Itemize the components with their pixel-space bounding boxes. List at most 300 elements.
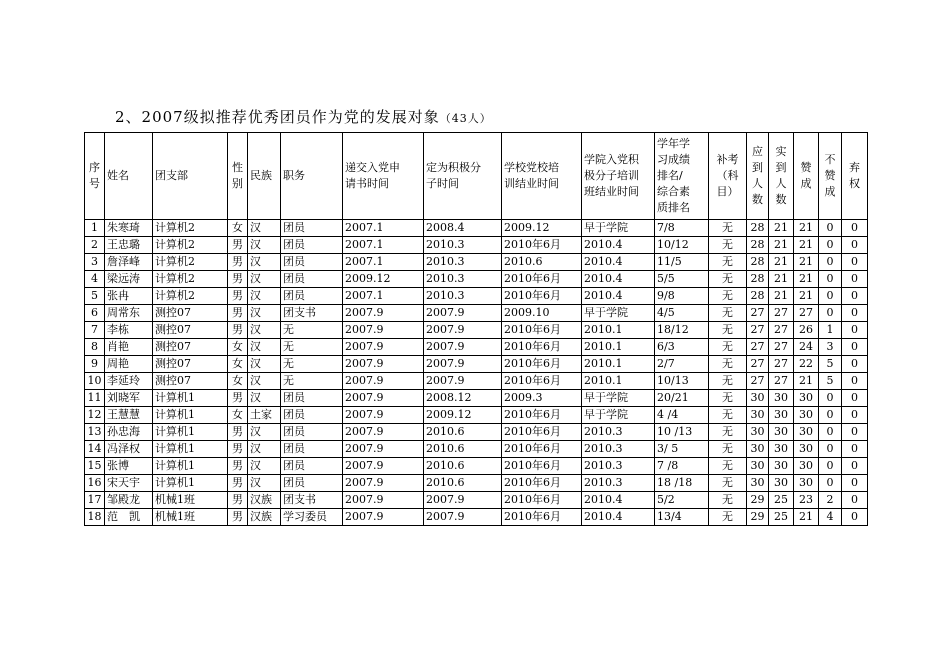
cell-abstain: 0 bbox=[842, 356, 868, 373]
cell-abstain: 0 bbox=[842, 373, 868, 390]
cell-makeup-exam: 无 bbox=[709, 305, 747, 322]
cell-abstain: 0 bbox=[842, 407, 868, 424]
cell-ethnicity: 汉 bbox=[248, 254, 281, 271]
cell-gender: 男 bbox=[228, 458, 248, 475]
cell-position: 团员 bbox=[281, 407, 343, 424]
cell-votes-against: 0 bbox=[819, 424, 842, 441]
cell-ranking: 4 /4 bbox=[655, 407, 709, 424]
cell-position: 无 bbox=[281, 373, 343, 390]
cell-ethnicity: 汉 bbox=[248, 441, 281, 458]
cell-gender: 男 bbox=[228, 288, 248, 305]
cell-activist-date: 2007.9 bbox=[424, 373, 502, 390]
cell-makeup-exam: 无 bbox=[709, 288, 747, 305]
cell-gender: 男 bbox=[228, 475, 248, 492]
cell-makeup-exam: 无 bbox=[709, 441, 747, 458]
cell-gender: 女 bbox=[228, 220, 248, 237]
cell-votes-for: 30 bbox=[794, 390, 819, 407]
cell-branch: 计算机1 bbox=[153, 407, 228, 424]
cell-votes-for: 21 bbox=[794, 271, 819, 288]
cell-votes-for: 30 bbox=[794, 441, 819, 458]
header-gender: 性 别 bbox=[228, 133, 248, 220]
cell-activist-date: 2007.9 bbox=[424, 356, 502, 373]
cell-actual-attendance: 30 bbox=[769, 475, 794, 492]
cell-college-training-date: 2010.4 bbox=[582, 254, 655, 271]
table-row bbox=[85, 407, 868, 424]
cell-school-training-date: 2010年6月 bbox=[502, 237, 582, 254]
cell-makeup-exam: 无 bbox=[709, 339, 747, 356]
cell-actual-attendance: 30 bbox=[769, 441, 794, 458]
cell-ethnicity: 汉 bbox=[248, 220, 281, 237]
cell-branch: 计算机2 bbox=[153, 288, 228, 305]
header-actual-attendance: 实 到 人 数 bbox=[769, 133, 794, 220]
cell-makeup-exam: 无 bbox=[709, 475, 747, 492]
cell-name: 王慧慧 bbox=[105, 407, 153, 424]
cell-makeup-exam: 无 bbox=[709, 271, 747, 288]
cell-college-training-date: 早于学院 bbox=[582, 407, 655, 424]
cell-votes-against: 3 bbox=[819, 339, 842, 356]
header-ethnicity: 民族 bbox=[248, 133, 281, 220]
cell-application-date: 2007.9 bbox=[343, 492, 424, 509]
cell-votes-against: 0 bbox=[819, 407, 842, 424]
cell-activist-date: 2007.9 bbox=[424, 509, 502, 526]
cell-position: 团员 bbox=[281, 475, 343, 492]
cell-abstain: 0 bbox=[842, 237, 868, 254]
cell-votes-for: 21 bbox=[794, 509, 819, 526]
cell-abstain: 0 bbox=[842, 441, 868, 458]
table-row bbox=[85, 254, 868, 271]
cell-votes-for: 30 bbox=[794, 407, 819, 424]
cell-votes-for: 21 bbox=[794, 254, 819, 271]
cell-actual-attendance: 27 bbox=[769, 373, 794, 390]
cell-gender: 女 bbox=[228, 407, 248, 424]
cell-activist-date: 2010.6 bbox=[424, 424, 502, 441]
table-row bbox=[85, 441, 868, 458]
cell-application-date: 2007.9 bbox=[343, 458, 424, 475]
cell-expected-attendance: 27 bbox=[747, 356, 769, 373]
cell-college-training-date: 2010.4 bbox=[582, 288, 655, 305]
cell-activist-date: 2010.3 bbox=[424, 288, 502, 305]
cell-name: 张冉 bbox=[105, 288, 153, 305]
cell-college-training-date: 早于学院 bbox=[582, 390, 655, 407]
cell-votes-against: 2 bbox=[819, 492, 842, 509]
cell-votes-against: 0 bbox=[819, 237, 842, 254]
cell-college-training-date: 2010.3 bbox=[582, 475, 655, 492]
table-row bbox=[85, 220, 868, 237]
cell-application-date: 2007.9 bbox=[343, 390, 424, 407]
cell-branch: 计算机2 bbox=[153, 254, 228, 271]
cell-gender: 男 bbox=[228, 390, 248, 407]
cell-position: 无 bbox=[281, 356, 343, 373]
cell-gender: 女 bbox=[228, 356, 248, 373]
cell-ethnicity: 汉 bbox=[248, 424, 281, 441]
cell-votes-for: 30 bbox=[794, 458, 819, 475]
member-count-note: （43人） bbox=[439, 112, 492, 125]
cell-index: 5 bbox=[85, 288, 105, 305]
cell-name: 范 凯 bbox=[105, 509, 153, 526]
cell-gender: 男 bbox=[228, 424, 248, 441]
cell-index: 15 bbox=[85, 458, 105, 475]
cell-actual-attendance: 21 bbox=[769, 220, 794, 237]
cell-actual-attendance: 27 bbox=[769, 339, 794, 356]
cell-position: 团员 bbox=[281, 254, 343, 271]
table-row bbox=[85, 237, 868, 254]
cell-position: 团支书 bbox=[281, 305, 343, 322]
cell-activist-date: 2010.6 bbox=[424, 458, 502, 475]
cell-expected-attendance: 28 bbox=[747, 237, 769, 254]
cell-college-training-date: 早于学院 bbox=[582, 305, 655, 322]
cell-application-date: 2007.9 bbox=[343, 475, 424, 492]
cell-votes-for: 30 bbox=[794, 424, 819, 441]
cell-votes-for: 21 bbox=[794, 237, 819, 254]
cell-gender: 男 bbox=[228, 305, 248, 322]
cell-expected-attendance: 30 bbox=[747, 441, 769, 458]
cell-index: 11 bbox=[85, 390, 105, 407]
cell-activist-date: 2007.9 bbox=[424, 339, 502, 356]
cell-gender: 男 bbox=[228, 509, 248, 526]
header-makeup-exam: 补考 （科 目） bbox=[709, 133, 747, 220]
cell-expected-attendance: 30 bbox=[747, 407, 769, 424]
cell-application-date: 2007.9 bbox=[343, 322, 424, 339]
cell-votes-against: 0 bbox=[819, 441, 842, 458]
cell-branch: 计算机2 bbox=[153, 271, 228, 288]
cell-position: 团员 bbox=[281, 288, 343, 305]
table-row bbox=[85, 509, 868, 526]
cell-college-training-date: 2010.3 bbox=[582, 424, 655, 441]
cell-college-training-date: 早于学院 bbox=[582, 220, 655, 237]
cell-application-date: 2007.9 bbox=[343, 356, 424, 373]
cell-votes-against: 0 bbox=[819, 271, 842, 288]
cell-votes-against: 5 bbox=[819, 356, 842, 373]
cell-branch: 测控07 bbox=[153, 373, 228, 390]
cell-expected-attendance: 28 bbox=[747, 220, 769, 237]
cell-name: 冯泽权 bbox=[105, 441, 153, 458]
cell-index: 17 bbox=[85, 492, 105, 509]
cell-school-training-date: 2010.6 bbox=[502, 254, 582, 271]
cell-votes-for: 23 bbox=[794, 492, 819, 509]
cell-college-training-date: 2010.3 bbox=[582, 441, 655, 458]
cell-branch: 测控07 bbox=[153, 322, 228, 339]
cell-ranking: 4/5 bbox=[655, 305, 709, 322]
cell-ranking: 6/3 bbox=[655, 339, 709, 356]
cell-votes-for: 22 bbox=[794, 356, 819, 373]
table-row bbox=[85, 458, 868, 475]
cell-expected-attendance: 27 bbox=[747, 339, 769, 356]
cell-college-training-date: 2010.1 bbox=[582, 339, 655, 356]
cell-branch: 计算机1 bbox=[153, 390, 228, 407]
candidate-table bbox=[84, 132, 868, 526]
cell-ethnicity: 汉 bbox=[248, 322, 281, 339]
cell-branch: 测控07 bbox=[153, 305, 228, 322]
cell-actual-attendance: 21 bbox=[769, 237, 794, 254]
cell-ethnicity: 汉 bbox=[248, 339, 281, 356]
cell-votes-for: 30 bbox=[794, 475, 819, 492]
cell-abstain: 0 bbox=[842, 305, 868, 322]
header-position: 职务 bbox=[281, 133, 343, 220]
cell-branch: 计算机1 bbox=[153, 458, 228, 475]
cell-branch: 计算机2 bbox=[153, 237, 228, 254]
header-votes-for: 赞 成 bbox=[794, 133, 819, 220]
cell-position: 团员 bbox=[281, 390, 343, 407]
cell-expected-attendance: 29 bbox=[747, 509, 769, 526]
table-row bbox=[85, 492, 868, 509]
cell-expected-attendance: 30 bbox=[747, 424, 769, 441]
cell-application-date: 2007.9 bbox=[343, 441, 424, 458]
cell-school-training-date: 2009.10 bbox=[502, 305, 582, 322]
cell-expected-attendance: 30 bbox=[747, 390, 769, 407]
cell-ranking: 20/21 bbox=[655, 390, 709, 407]
cell-school-training-date: 2009.12 bbox=[502, 220, 582, 237]
cell-school-training-date: 2010年6月 bbox=[502, 339, 582, 356]
cell-actual-attendance: 27 bbox=[769, 305, 794, 322]
table-row bbox=[85, 339, 868, 356]
table-row bbox=[85, 373, 868, 390]
cell-index: 7 bbox=[85, 322, 105, 339]
cell-ethnicity: 汉 bbox=[248, 475, 281, 492]
cell-expected-attendance: 27 bbox=[747, 322, 769, 339]
cell-college-training-date: 2010.1 bbox=[582, 356, 655, 373]
cell-activist-date: 2008.12 bbox=[424, 390, 502, 407]
cell-votes-against: 0 bbox=[819, 305, 842, 322]
cell-school-training-date: 2009.3 bbox=[502, 390, 582, 407]
cell-abstain: 0 bbox=[842, 288, 868, 305]
cell-expected-attendance: 27 bbox=[747, 373, 769, 390]
cell-abstain: 0 bbox=[842, 475, 868, 492]
cell-college-training-date: 2010.4 bbox=[582, 492, 655, 509]
cell-name: 李栋 bbox=[105, 322, 153, 339]
cell-ethnicity: 汉 bbox=[248, 373, 281, 390]
cell-branch: 机械1班 bbox=[153, 509, 228, 526]
cell-actual-attendance: 25 bbox=[769, 492, 794, 509]
cell-activist-date: 2007.9 bbox=[424, 322, 502, 339]
cell-application-date: 2007.9 bbox=[343, 509, 424, 526]
cell-name: 周艳 bbox=[105, 356, 153, 373]
header-activist-date: 定为积极分 子时间 bbox=[424, 133, 502, 220]
table-row bbox=[85, 288, 868, 305]
cell-index: 3 bbox=[85, 254, 105, 271]
cell-abstain: 0 bbox=[842, 509, 868, 526]
cell-actual-attendance: 30 bbox=[769, 407, 794, 424]
cell-school-training-date: 2010年6月 bbox=[502, 441, 582, 458]
cell-votes-against: 0 bbox=[819, 288, 842, 305]
cell-name: 张博 bbox=[105, 458, 153, 475]
header-college-training-date: 学院入党积 极分子培训 班结业时间 bbox=[582, 133, 655, 220]
table-row bbox=[85, 390, 868, 407]
cell-ranking: 18 /18 bbox=[655, 475, 709, 492]
cell-ethnicity: 土家 bbox=[248, 407, 281, 424]
cell-abstain: 0 bbox=[842, 424, 868, 441]
cell-votes-against: 0 bbox=[819, 475, 842, 492]
cell-name: 梁远涛 bbox=[105, 271, 153, 288]
cell-makeup-exam: 无 bbox=[709, 373, 747, 390]
cell-ranking: 10/12 bbox=[655, 237, 709, 254]
cell-votes-against: 0 bbox=[819, 390, 842, 407]
table-row bbox=[85, 475, 868, 492]
cell-index: 14 bbox=[85, 441, 105, 458]
cell-makeup-exam: 无 bbox=[709, 237, 747, 254]
cell-school-training-date: 2010年6月 bbox=[502, 492, 582, 509]
cell-actual-attendance: 21 bbox=[769, 288, 794, 305]
cell-school-training-date: 2010年6月 bbox=[502, 373, 582, 390]
cell-gender: 男 bbox=[228, 492, 248, 509]
cell-expected-attendance: 28 bbox=[747, 254, 769, 271]
cell-ranking: 7/8 bbox=[655, 220, 709, 237]
cell-votes-against: 0 bbox=[819, 458, 842, 475]
cell-application-date: 2007.1 bbox=[343, 237, 424, 254]
cell-application-date: 2007.9 bbox=[343, 373, 424, 390]
cell-makeup-exam: 无 bbox=[709, 356, 747, 373]
cell-actual-attendance: 27 bbox=[769, 322, 794, 339]
cell-name: 周常东 bbox=[105, 305, 153, 322]
cell-position: 团员 bbox=[281, 424, 343, 441]
cell-activist-date: 2009.12 bbox=[424, 407, 502, 424]
cell-branch: 计算机1 bbox=[153, 424, 228, 441]
header-row bbox=[85, 133, 868, 220]
cell-gender: 女 bbox=[228, 339, 248, 356]
cell-index: 16 bbox=[85, 475, 105, 492]
cell-votes-for: 21 bbox=[794, 373, 819, 390]
title-text: 2、2007级拟推荐优秀团员作为党的发展对象 bbox=[115, 108, 440, 126]
cell-school-training-date: 2010年6月 bbox=[502, 475, 582, 492]
cell-school-training-date: 2010年6月 bbox=[502, 424, 582, 441]
document-title bbox=[115, 106, 492, 127]
cell-college-training-date: 2010.4 bbox=[582, 237, 655, 254]
cell-makeup-exam: 无 bbox=[709, 458, 747, 475]
cell-position: 无 bbox=[281, 322, 343, 339]
cell-abstain: 0 bbox=[842, 458, 868, 475]
cell-college-training-date: 2010.1 bbox=[582, 322, 655, 339]
cell-abstain: 0 bbox=[842, 390, 868, 407]
cell-gender: 男 bbox=[228, 322, 248, 339]
cell-votes-against: 1 bbox=[819, 322, 842, 339]
cell-ranking: 10 /13 bbox=[655, 424, 709, 441]
cell-name: 刘晓军 bbox=[105, 390, 153, 407]
cell-index: 18 bbox=[85, 509, 105, 526]
cell-makeup-exam: 无 bbox=[709, 220, 747, 237]
cell-college-training-date: 2010.3 bbox=[582, 458, 655, 475]
cell-position: 团员 bbox=[281, 458, 343, 475]
cell-application-date: 2007.1 bbox=[343, 288, 424, 305]
cell-name: 邹殿龙 bbox=[105, 492, 153, 509]
cell-index: 10 bbox=[85, 373, 105, 390]
cell-makeup-exam: 无 bbox=[709, 254, 747, 271]
cell-actual-attendance: 21 bbox=[769, 271, 794, 288]
cell-gender: 女 bbox=[228, 373, 248, 390]
cell-activist-date: 2010.3 bbox=[424, 254, 502, 271]
cell-ranking: 10/13 bbox=[655, 373, 709, 390]
cell-index: 4 bbox=[85, 271, 105, 288]
cell-branch: 测控07 bbox=[153, 356, 228, 373]
cell-makeup-exam: 无 bbox=[709, 492, 747, 509]
cell-votes-for: 24 bbox=[794, 339, 819, 356]
header-name: 姓名 bbox=[105, 133, 153, 220]
cell-votes-for: 26 bbox=[794, 322, 819, 339]
cell-school-training-date: 2010年6月 bbox=[502, 356, 582, 373]
cell-index: 6 bbox=[85, 305, 105, 322]
cell-ranking: 2/7 bbox=[655, 356, 709, 373]
cell-school-training-date: 2010年6月 bbox=[502, 322, 582, 339]
cell-ethnicity: 汉 bbox=[248, 356, 281, 373]
table-row bbox=[85, 322, 868, 339]
cell-ethnicity: 汉 bbox=[248, 237, 281, 254]
cell-gender: 男 bbox=[228, 254, 248, 271]
cell-school-training-date: 2010年6月 bbox=[502, 288, 582, 305]
header-ranking: 学年学 习成绩 排名/ 综合素 质排名 bbox=[655, 133, 709, 220]
cell-actual-attendance: 21 bbox=[769, 254, 794, 271]
cell-branch: 计算机1 bbox=[153, 441, 228, 458]
cell-expected-attendance: 28 bbox=[747, 288, 769, 305]
cell-position: 团员 bbox=[281, 220, 343, 237]
cell-abstain: 0 bbox=[842, 339, 868, 356]
cell-votes-for: 21 bbox=[794, 220, 819, 237]
cell-ranking: 5/2 bbox=[655, 492, 709, 509]
header-expected-attendance: 应 到 人 数 bbox=[747, 133, 769, 220]
cell-ethnicity: 汉 bbox=[248, 390, 281, 407]
cell-application-date: 2007.9 bbox=[343, 339, 424, 356]
cell-position: 无 bbox=[281, 339, 343, 356]
table-row bbox=[85, 356, 868, 373]
cell-ranking: 11/5 bbox=[655, 254, 709, 271]
cell-index: 9 bbox=[85, 356, 105, 373]
cell-index: 12 bbox=[85, 407, 105, 424]
table-row bbox=[85, 271, 868, 288]
cell-activist-date: 2010.6 bbox=[424, 475, 502, 492]
cell-college-training-date: 2010.1 bbox=[582, 373, 655, 390]
cell-application-date: 2007.9 bbox=[343, 424, 424, 441]
cell-ranking: 3/ 5 bbox=[655, 441, 709, 458]
cell-name: 朱寒琦 bbox=[105, 220, 153, 237]
cell-index: 8 bbox=[85, 339, 105, 356]
cell-position: 团员 bbox=[281, 237, 343, 254]
cell-abstain: 0 bbox=[842, 254, 868, 271]
cell-branch: 机械1班 bbox=[153, 492, 228, 509]
cell-name: 孙忠海 bbox=[105, 424, 153, 441]
cell-application-date: 2007.9 bbox=[343, 407, 424, 424]
cell-votes-against: 4 bbox=[819, 509, 842, 526]
cell-ethnicity: 汉 bbox=[248, 271, 281, 288]
cell-index: 13 bbox=[85, 424, 105, 441]
cell-expected-attendance: 28 bbox=[747, 271, 769, 288]
cell-school-training-date: 2010年6月 bbox=[502, 407, 582, 424]
cell-activist-date: 2007.9 bbox=[424, 492, 502, 509]
header-votes-against: 不 赞 成 bbox=[819, 133, 842, 220]
cell-ethnicity: 汉 bbox=[248, 288, 281, 305]
cell-name: 肖艳 bbox=[105, 339, 153, 356]
cell-ranking: 18/12 bbox=[655, 322, 709, 339]
cell-branch: 测控07 bbox=[153, 339, 228, 356]
cell-votes-against: 5 bbox=[819, 373, 842, 390]
cell-gender: 男 bbox=[228, 271, 248, 288]
table-row bbox=[85, 424, 868, 441]
cell-actual-attendance: 30 bbox=[769, 390, 794, 407]
cell-abstain: 0 bbox=[842, 271, 868, 288]
cell-ranking: 7 /8 bbox=[655, 458, 709, 475]
table-row bbox=[85, 305, 868, 322]
cell-ranking: 9/8 bbox=[655, 288, 709, 305]
header-abstain: 弃 权 bbox=[842, 133, 868, 220]
cell-activist-date: 2010.6 bbox=[424, 441, 502, 458]
cell-position: 团员 bbox=[281, 441, 343, 458]
cell-application-date: 2007.9 bbox=[343, 305, 424, 322]
table-body bbox=[85, 220, 868, 526]
cell-ranking: 5/5 bbox=[655, 271, 709, 288]
cell-votes-against: 0 bbox=[819, 220, 842, 237]
cell-index: 1 bbox=[85, 220, 105, 237]
cell-abstain: 0 bbox=[842, 322, 868, 339]
cell-branch: 计算机1 bbox=[153, 475, 228, 492]
cell-abstain: 0 bbox=[842, 220, 868, 237]
cell-activist-date: 2010.3 bbox=[424, 237, 502, 254]
cell-position: 团员 bbox=[281, 271, 343, 288]
